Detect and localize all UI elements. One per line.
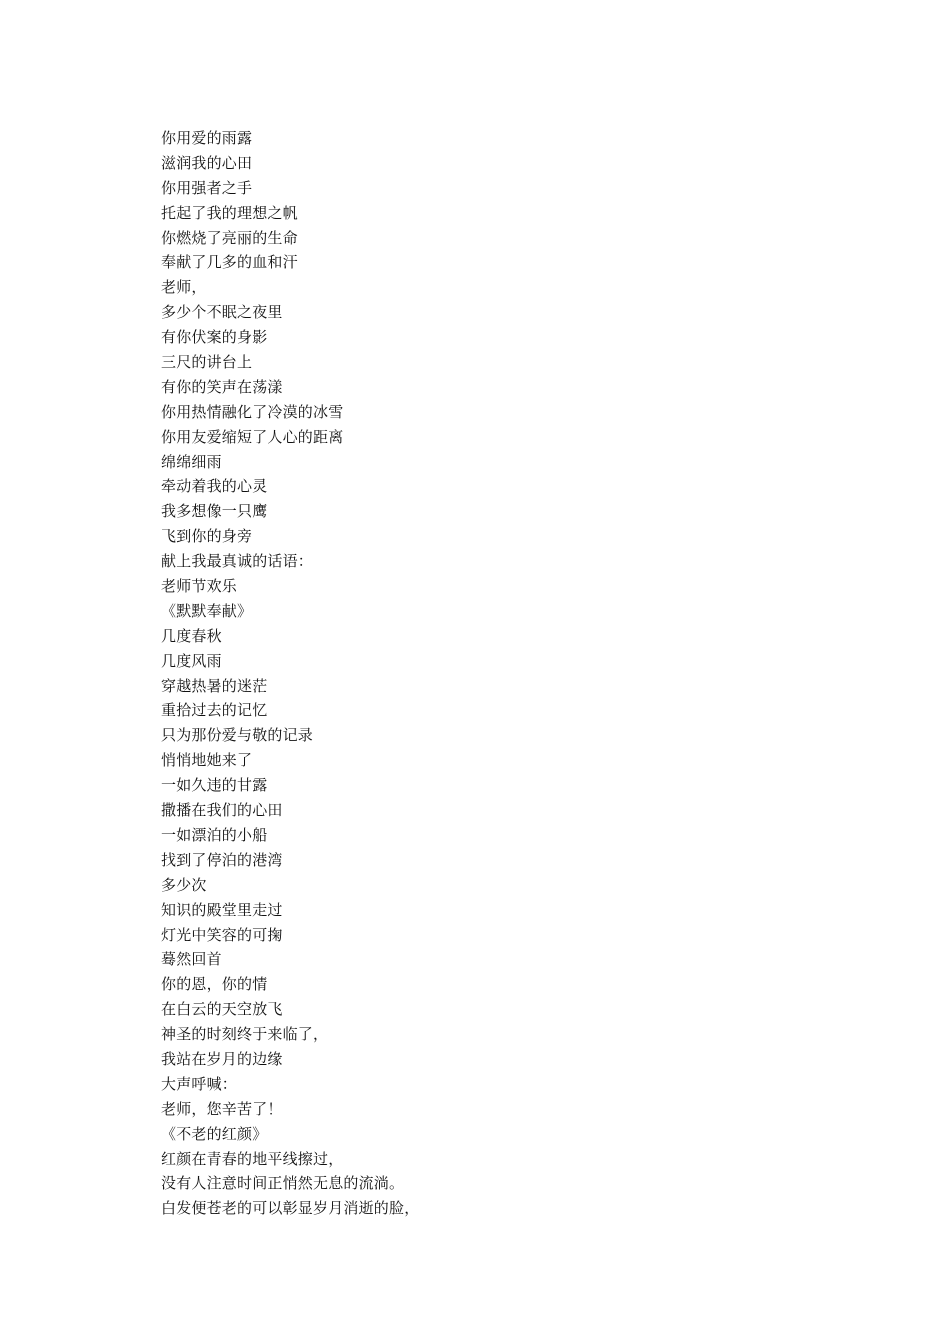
text-line: 滋润我的心田 [161, 153, 253, 172]
text-line: 多少次 [161, 875, 207, 894]
text-line: 灯光中笑容的可掬 [161, 925, 283, 944]
text-line: 你的恩，你的情 [161, 975, 268, 994]
text-line: 蓦然回首 [161, 950, 222, 969]
text-line: 我站在岁月的边缘 [161, 1049, 283, 1068]
text-line: 一如久违的甘露 [161, 776, 268, 795]
text-line: 有你的笑声在荡漾 [161, 377, 283, 396]
text-line: 老师，您辛苦了！ [161, 1099, 283, 1118]
text-line: 找到了停泊的港湾 [161, 850, 283, 869]
text-line: 大声呼喊： [161, 1074, 238, 1093]
text-line: 撒播在我们的心田 [161, 801, 283, 820]
text-line: 在白云的天空放飞 [161, 1000, 283, 1019]
text-line: 重拾过去的记忆 [161, 701, 268, 720]
text-line: 牵动着我的心灵 [161, 477, 268, 496]
text-line: 一如漂泊的小船 [161, 825, 268, 844]
text-line: 几度春秋 [161, 626, 222, 645]
text-line: 绵绵细雨 [161, 452, 222, 471]
text-line: 老师， [161, 278, 207, 297]
text-line: 我多想像一只鹰 [161, 502, 268, 521]
text-line: 只为那份爱与敬的记录 [161, 726, 314, 745]
text-line: 老师节欢乐 [161, 577, 238, 596]
text-line: 飞到你的身旁 [161, 527, 253, 546]
text-line: 你用热情融化了冷漠的冰雪 [161, 402, 344, 421]
text-line: 你燃烧了亮丽的生命 [161, 228, 298, 247]
text-line: 神圣的时刻终于来临了， [161, 1025, 329, 1044]
poem-title: 《不老的红颜》 [161, 1124, 268, 1143]
text-line: 没有人注意时间正悄然无息的流淌。 [161, 1174, 405, 1193]
text-line: 奉献了几多的血和汗 [161, 253, 298, 272]
poem-text-block [161, 126, 419, 1221]
text-line: 你用强者之手 [161, 178, 253, 197]
text-line: 白发便苍老的可以彰显岁月消逝的脸， [161, 1199, 420, 1218]
text-line: 悄悄地她来了 [161, 751, 253, 770]
text-line: 穿越热暑的迷茫 [161, 676, 268, 695]
text-line: 你用友爱缩短了人心的距离 [161, 427, 344, 446]
text-line: 几度风雨 [161, 651, 222, 670]
text-line: 有你伏案的身影 [161, 328, 268, 347]
text-line: 献上我最真诚的话语： [161, 552, 314, 571]
text-line: 多少个不眠之夜里 [161, 303, 283, 322]
text-line: 你用爱的雨露 [161, 129, 253, 147]
text-line: 知识的殿堂里走过 [161, 900, 283, 919]
text-line: 红颜在青春的地平线擦过， [161, 1149, 344, 1168]
text-line: 托起了我的理想之帆 [161, 203, 298, 222]
poem-title: 《默默奉献》 [161, 601, 253, 620]
text-line: 三尺的讲台上 [161, 353, 253, 372]
